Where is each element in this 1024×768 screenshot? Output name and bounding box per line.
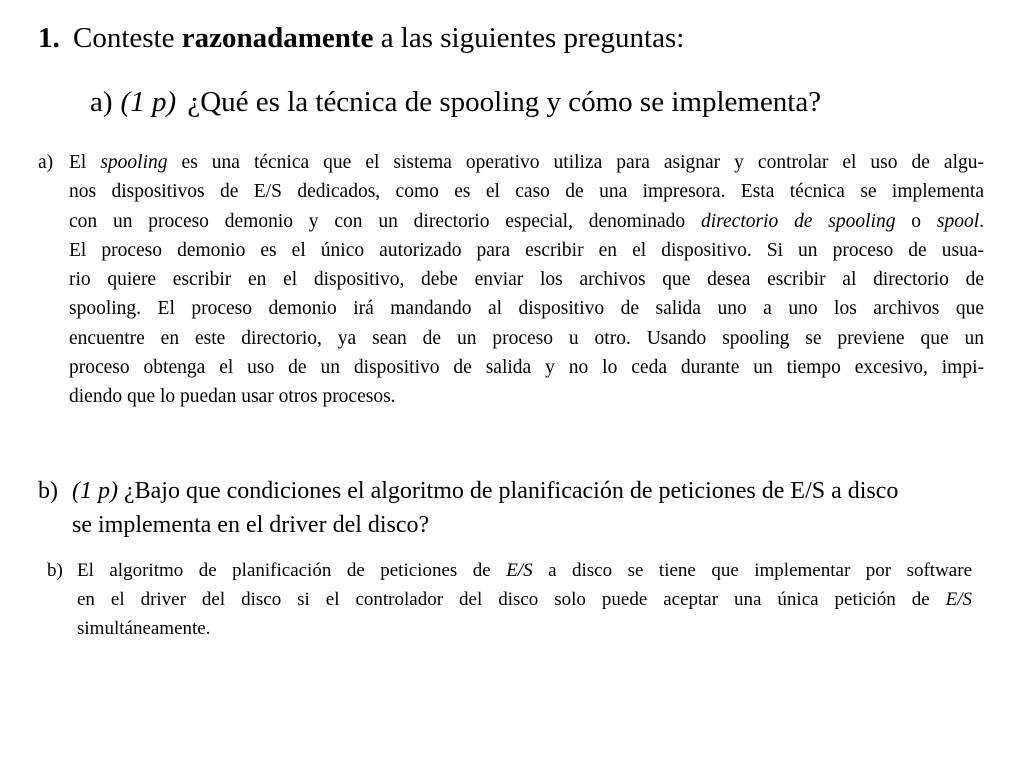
part-b-answer-label: b) — [47, 560, 63, 581]
heading-prefix: Conteste — [73, 22, 175, 54]
heading-bold-word: razonadamente — [181, 22, 374, 54]
question-number: 1. — [38, 22, 60, 54]
answer-line: rio quiere escribir en el dispositivo, debe enviar los archivos que desea escribir al directorio de — [69, 269, 984, 291]
answer-line: spooling. El proceso demonio irá mandando al dispositivo de salida uno a uno los archivos que — [69, 298, 984, 320]
part-b-label: b) — [38, 478, 58, 504]
part-a-answer — [38, 148, 984, 412]
answer-line: El algoritmo de planificación de peticiones de E/S a disco se tiene que implementar por software — [77, 560, 972, 581]
answer-line: nos dispositivos de E/S dedicados, como es el caso de una impresora. Esta técnica se implementa — [69, 181, 984, 203]
part-b-question-line: se implementa en el driver del disco? — [72, 512, 430, 538]
part-a-points: (1 p) — [120, 86, 177, 118]
answer-line: encuentre en este directorio, ya sean de un proceso u otro. Usando spooling se previene que un — [69, 327, 984, 349]
answer-line: simultáneamente. — [77, 618, 211, 639]
part-b-answer — [47, 556, 972, 643]
part-a-question-text: ¿Qué es la técnica de spooling y cómo se implementa? — [187, 86, 822, 118]
answer-line: El proceso demonio es el único autorizado para escribir en el dispositivo. Si un proceso de usua- — [69, 239, 984, 261]
part-a-label: a) — [90, 86, 113, 118]
answer-line: proceso obtenga el uso de un dispositivo de salida y no lo ceda durante un tiempo excesivo, impi- — [69, 357, 984, 379]
part-b-points: (1 p) — [72, 478, 118, 504]
question-heading — [38, 18, 684, 58]
part-a-answer-label: a) — [38, 152, 54, 173]
answer-line: en el driver del disco si el controlador del disco solo puede aceptar una única petición de E/S — [77, 589, 972, 610]
part-a-question — [90, 82, 821, 122]
answer-line: El spooling es una técnica que el sistema operativo utiliza para asignar y controlar el uso de algu- — [69, 152, 984, 173]
answer-line: diendo que lo puedan usar otros procesos. — [69, 386, 396, 408]
heading-suffix: a las siguientes preguntas: — [380, 22, 685, 54]
part-b-question-line: (1 p) ¿Bajo que condiciones el algoritmo de planificación de peticiones de E/S a disco — [72, 478, 899, 504]
part-b-question — [38, 474, 998, 542]
answer-line: con un proceso demonio y con un directorio especial, denominado directorio de spooling o spool. — [69, 210, 984, 232]
